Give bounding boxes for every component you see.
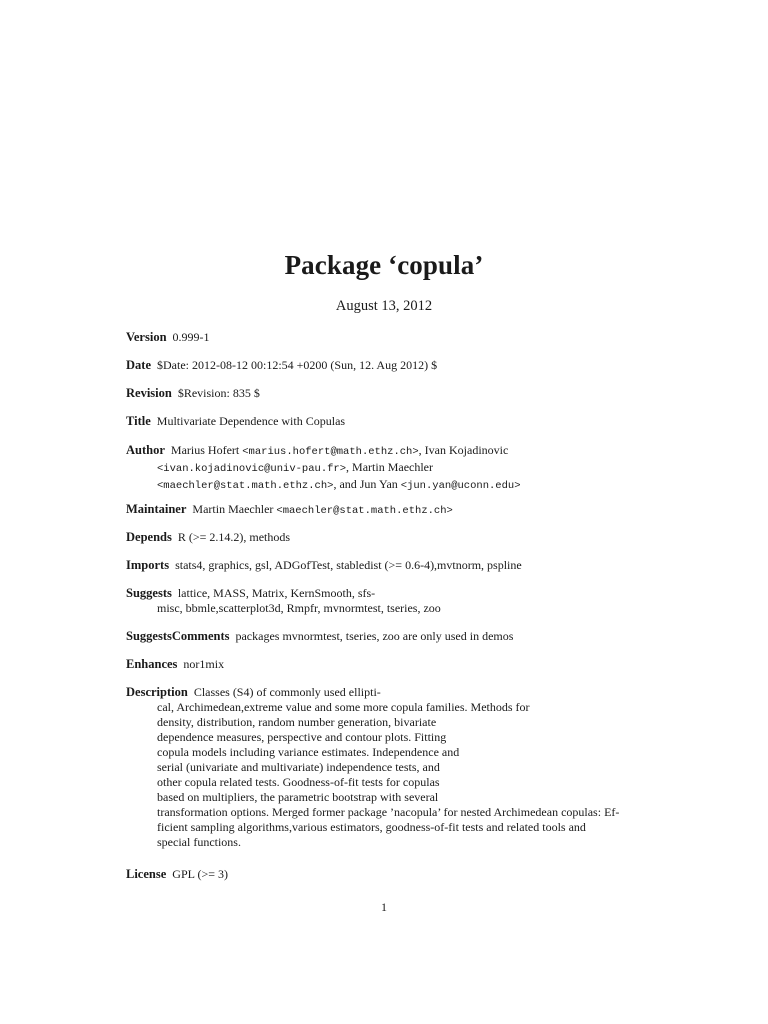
description-line: serial (univariate and multivariate) independence tests, and — [157, 760, 440, 774]
field-depends — [126, 530, 686, 545]
field-value: Marius Hofert — [170, 443, 243, 457]
field-value: stats4, graphics, gsl, ADGofTest, stabledist (>= 0.6-4),mvtnorm, pspline — [175, 558, 522, 572]
field-label: Imports — [126, 558, 170, 572]
author-email: <jun.yan@uconn.edu> — [400, 480, 521, 492]
field-label: Date — [126, 358, 151, 372]
field-date — [126, 358, 686, 373]
field-value: , Ivan Kojadinovic — [418, 443, 509, 457]
field-label: Title — [126, 414, 151, 428]
field-label: Revision — [126, 386, 172, 400]
field-label: Description — [126, 685, 188, 699]
description-line: other copula related tests. Goodness-of-fit tests for copulas — [157, 775, 440, 789]
field-label: Enhances — [126, 657, 178, 671]
field-value: $Date: 2012-08-12 00:12:54 +0200 (Sun, 12. Aug 2012) $ — [157, 358, 438, 372]
field-license — [126, 867, 686, 882]
publication-date: August 13, 2012 — [335, 298, 433, 314]
description-line: cal, Archimedean,extreme value and some more copula families. Methods for — [157, 700, 530, 714]
description-line: special functions. — [157, 835, 241, 849]
field-imports — [126, 558, 686, 573]
field-suggests — [126, 586, 686, 616]
field-label: Maintainer — [126, 502, 187, 516]
field-revision — [126, 386, 686, 401]
field-value: , and Jun Yan — [333, 477, 401, 491]
field-description — [126, 685, 686, 850]
field-value: R (>= 2.14.2), methods — [177, 530, 291, 544]
field-value: packages mvnormtest, tseries, zoo are only used in demos — [235, 629, 514, 643]
field-value: nor1mix — [183, 657, 225, 671]
description-line: based on multipliers, the parametric bootstrap with several — [157, 790, 439, 804]
author-email: <maechler@stat.math.ethz.ch> — [157, 480, 334, 492]
field-label: Author — [126, 443, 165, 457]
field-suggests-comments — [126, 629, 686, 644]
page-number: 1 — [381, 900, 387, 914]
field-value: $Revision: 835 $ — [177, 386, 260, 400]
description-line: ficient sampling algorithms,various estimators, goodness-of-fit tests and related tools and — [157, 820, 586, 834]
field-value: Multivariate Dependence with Copulas — [156, 414, 346, 428]
field-label: SuggestsComments — [126, 629, 230, 643]
description-line: dependence measures, perspective and contour plots. Fitting — [157, 730, 447, 744]
description-line: density, distribution, random number generation, bivariate — [157, 715, 437, 729]
field-label: Suggests — [126, 586, 172, 600]
field-maintainer — [126, 502, 686, 519]
package-title: Package ‘copula’ — [284, 250, 484, 280]
field-value: , Martin Maechler — [346, 460, 433, 474]
field-value: misc, bbmle,scatterplot3d, Rmpfr, mvnormtest, tseries, zoo — [157, 601, 441, 615]
maintainer-email: <maechler@stat.math.ethz.ch> — [276, 505, 453, 517]
field-value: lattice, MASS, Matrix, KernSmooth, sfs- — [177, 586, 376, 600]
author-email: <ivan.kojadinovic@univ-pau.fr> — [157, 463, 347, 475]
field-label: License — [126, 867, 167, 881]
field-label: Depends — [126, 530, 172, 544]
field-enhances — [126, 657, 686, 672]
field-version — [126, 330, 686, 345]
field-author — [126, 443, 686, 494]
field-title — [126, 414, 686, 429]
author-email: <marius.hofert@math.ethz.ch> — [242, 446, 419, 458]
description-line: copula models including variance estimates. Independence and — [157, 745, 460, 759]
field-value: GPL (>= 3) — [172, 867, 229, 881]
field-value: 0.999-1 — [172, 330, 210, 344]
description-line: transformation options. Merged former package ’nacopula’ for nested Archimedean copulas: Ef- — [157, 805, 620, 819]
field-label: Version — [126, 330, 167, 344]
field-value: Classes (S4) of commonly used ellipti- — [193, 685, 381, 699]
field-value: Martin Maechler — [192, 502, 277, 516]
